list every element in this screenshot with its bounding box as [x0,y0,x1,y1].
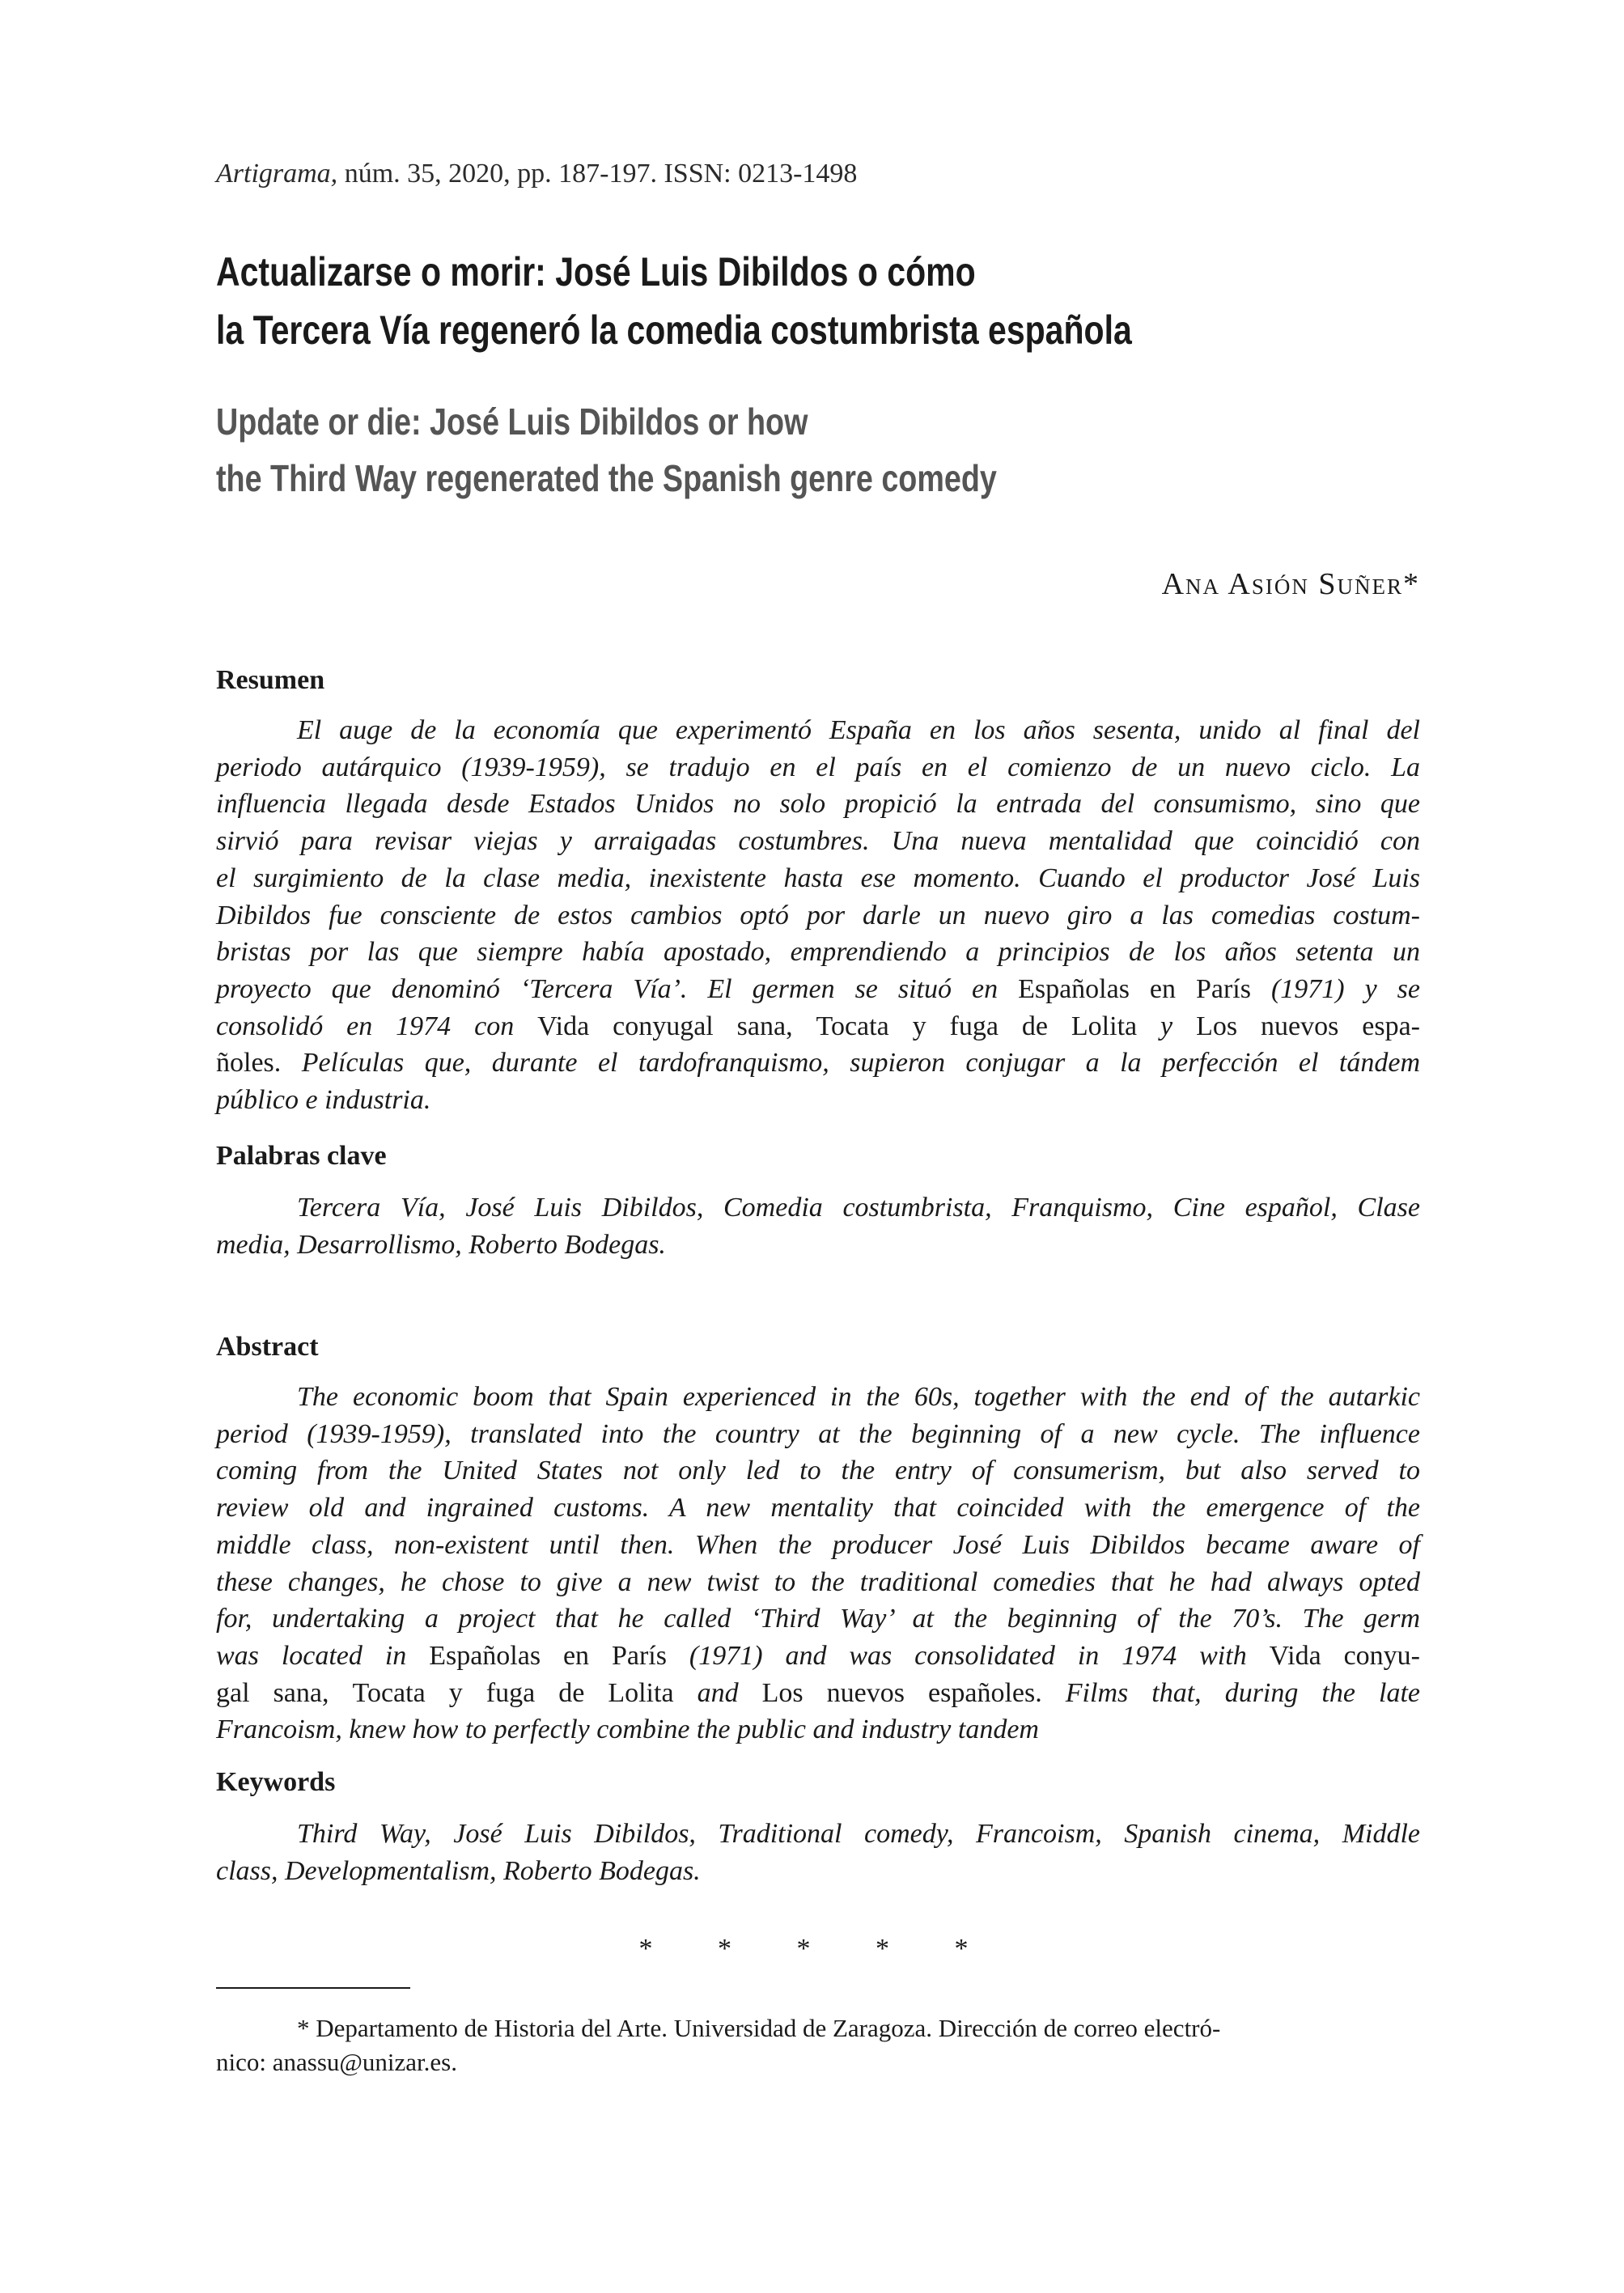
abstract-text [216,1379,1420,1748]
text-line: Francoism, knew how to perfectly combine the public and industry tandem [216,1714,1039,1745]
text-line: Third Way, José Luis Dibildos, Traditional comedy, Francoism, Spanish cinema, Middle [297,1819,1420,1849]
film-title: Españolas en París [429,1640,667,1671]
text-line [216,1638,1420,1675]
text-fragment [793,1011,816,1041]
text-line [216,1008,1420,1045]
film-title: Vida conyugal sana, [537,1011,793,1041]
film-title: Vida conyu- [1269,1640,1421,1671]
abstract-heading: Abstract [216,1332,319,1362]
film-title: Tocata y fuga de Lolita [352,1677,674,1708]
text-fragment: Films that, during the late [1041,1677,1420,1708]
text-line [216,1045,1420,1082]
text-fragment [329,1678,353,1708]
text-line: review old and ingrained customs. A new mentality that coincided with the emergence of the [216,1493,1420,1524]
title-english-line: Update or die: José Luis Dibildos or how [216,401,808,443]
text-line: Dibildos fue consciente de estos cambios optó por darle un nuevo giro a las comedias costum- [216,900,1420,930]
section-separator: * * * * * [638,1934,998,1964]
text-line: The economic boom that Spain experienced in the 60s, together with the end of the autarkic [297,1382,1420,1412]
text-fragment: consolidó en 1974 con [216,1011,538,1041]
keywords-text [216,1816,1420,1889]
footnote-line: * Departamento de Historia del Arte. Universidad de Zaragoza. Dirección de correo electró- [297,2014,1221,2042]
title-spanish-line: Actualizarse o morir: José Luis Dibildos o cómo [216,249,976,295]
text-line: period (1939-1959), translated into the country at the beginning of a new cycle. The influence [216,1418,1420,1449]
text-fragment: (1971) and was consolidated in 1974 with [666,1640,1270,1671]
film-title: Españolas en París [1018,973,1251,1004]
text-line: sirvió para revisar viejas y arraigadas costumbres. Una nueva mentalidad que coincidió con [216,826,1420,857]
keywords-heading: Keywords [216,1767,336,1797]
journal-name: Artigrama, [216,159,338,189]
title-english [216,393,1410,506]
text-line [216,971,1420,1008]
journal-header [216,159,857,189]
text-line: bristas por las que siempre había apostado, emprendiendo a principios de los años setenta un [216,937,1420,968]
author-name: Ana Asión Suñer* [1161,567,1420,601]
text-fragment: Películas que, durante el tardofranquismo, supieron conjugar a la perfección el tándem [281,1048,1420,1079]
title-spanish [216,243,1410,359]
film-title: Los nuevos espa- [1196,1011,1421,1041]
text-line: periodo autárquico (1939-1959), se tradujo en el país en el comienzo de un nuevo ciclo. La [216,752,1420,782]
text-line [216,1675,1420,1712]
text-line: coming from the United States not only led to the entry of consumerism, but also served to [216,1456,1420,1486]
palabras-clave-heading: Palabras clave [216,1141,387,1171]
text-line: for, undertaking a project that he called ‘Third Way’ at the beginning of the 70’s. The germ [216,1604,1420,1634]
text-line: el surgimiento de la clase media, inexistente hasta ese momento. Cuando el productor José Luis [216,863,1420,893]
text-line: media, Desarrollismo, Roberto Bodegas. [216,1229,666,1260]
title-english-line: the Third Way regenerated the Spanish genre comedy [216,457,997,499]
film-title: Los nuevos españoles. [761,1677,1042,1708]
journal-details: núm. 35, 2020, pp. 187-197. ISSN: 0213-1498 [337,159,858,189]
text-line: público e industria. [216,1085,431,1116]
text-fragment: proyecto que denominó ‘Tercera Vía’. El germen se situó en [216,973,1019,1004]
footnote-line: nico: anassu@unizar.es. [216,2048,457,2076]
palabras-clave-text [216,1189,1420,1263]
text-fragment: (1971) y se [1250,973,1420,1004]
resumen-text [216,712,1420,1119]
text-line: these changes, he chose to give a new twist to the traditional comedies that he had always opted [216,1566,1420,1597]
film-title: Tocata y fuga de Lolita [816,1011,1138,1041]
resumen-heading: Resumen [216,665,325,695]
text-fragment: y [1137,1011,1197,1041]
text-fragment: was located in [216,1640,430,1671]
text-line: middle class, non-existent until then. When the producer José Luis Dibildos became aware of [216,1529,1420,1560]
text-fragment: and [673,1677,762,1708]
film-title: ñoles. [216,1048,282,1079]
author-footnote [216,2011,1420,2079]
text-line: class, Developmentalism, Roberto Bodegas. [216,1855,701,1886]
film-title: gal sana, [216,1677,329,1708]
text-line: influencia llegada desde Estados Unidos no solo propició la entrada del consumismo, sino que [216,789,1420,820]
title-spanish-line: la Tercera Vía regeneró la comedia costumbrista española [216,307,1132,353]
footnote-rule [216,1987,410,1989]
text-line: Tercera Vía, José Luis Dibildos, Comedia costumbrista, Franquismo, Cine español, Clase [297,1193,1420,1223]
text-line: El auge de la economía que experimentó España en los años sesenta, unido al final del [297,715,1420,745]
